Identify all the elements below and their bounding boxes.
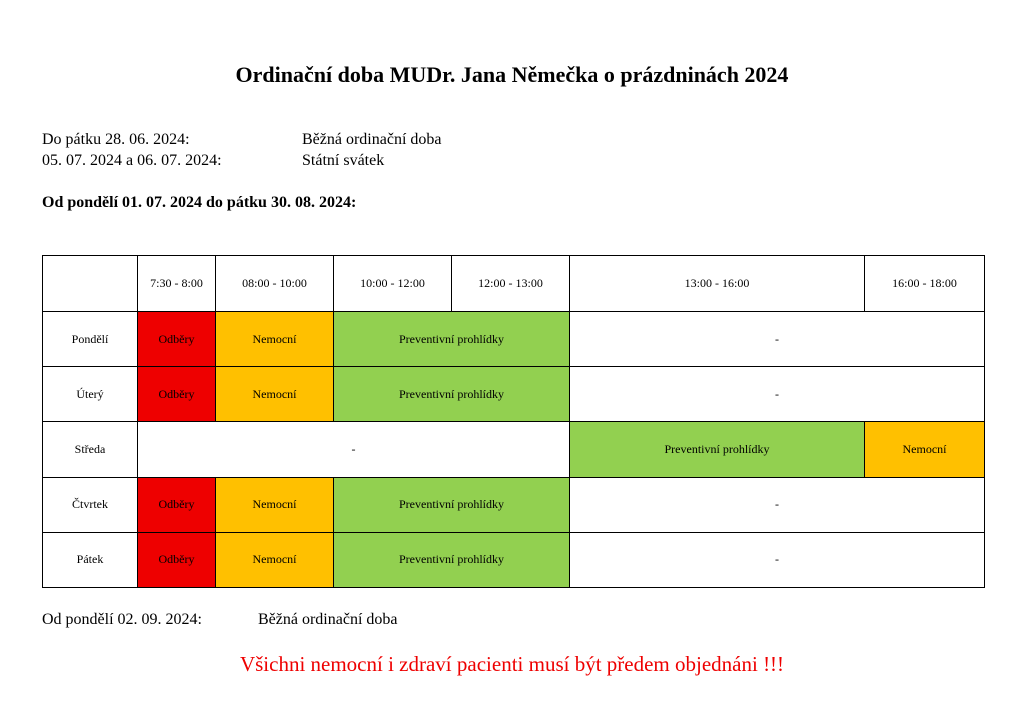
day-cell: Pátek xyxy=(43,532,138,587)
table-row xyxy=(43,477,985,532)
time-slot-header: 12:00 - 13:00 xyxy=(452,256,570,312)
slot-cell-nemocni: Nemocní xyxy=(216,532,334,587)
info-value: Běžná ordinační doba xyxy=(302,131,442,148)
time-slot-header: 08:00 - 10:00 xyxy=(216,256,334,312)
schedule-body xyxy=(43,312,985,588)
time-slot-header: 7:30 - 8:00 xyxy=(138,256,216,312)
time-slot-header: 13:00 - 16:00 xyxy=(570,256,865,312)
footer-label: Od pondělí 02. 09. 2024: xyxy=(42,611,202,628)
day-cell: Pondělí xyxy=(43,312,138,367)
slot-cell-preventivni: Preventivní prohlídky xyxy=(334,532,570,587)
slot-cell-nemocni: Nemocní xyxy=(216,477,334,532)
slot-cell-nemocni: Nemocní xyxy=(216,312,334,367)
info-label: 05. 07. 2024 a 06. 07. 2024: xyxy=(42,152,222,169)
slot-cell-odbery: Odběry xyxy=(138,312,216,367)
day-cell: Čtvrtek xyxy=(43,477,138,532)
day-cell: Středa xyxy=(43,422,138,477)
day-cell: Úterý xyxy=(43,367,138,422)
corner-cell xyxy=(43,256,138,312)
time-slot-header: 10:00 - 12:00 xyxy=(334,256,452,312)
slot-cell-odbery: Odběry xyxy=(138,367,216,422)
info-label: Do pátku 28. 06. 2024: xyxy=(42,131,190,148)
slot-cell-free: - xyxy=(138,422,570,477)
table-row xyxy=(43,532,985,587)
table-row xyxy=(43,422,985,477)
slot-cell-free: - xyxy=(570,532,985,587)
slot-cell-preventivni: Preventivní prohlídky xyxy=(570,422,865,477)
slot-cell-odbery: Odběry xyxy=(138,477,216,532)
footer-value: Běžná ordinační doba xyxy=(258,611,398,628)
slot-cell-nemocni: Nemocní xyxy=(865,422,985,477)
slot-cell-preventivni: Preventivní prohlídky xyxy=(334,477,570,532)
schedule-table xyxy=(42,255,985,588)
slot-cell-preventivni: Preventivní prohlídky xyxy=(334,312,570,367)
table-row xyxy=(43,367,985,422)
slot-cell-odbery: Odběry xyxy=(138,532,216,587)
slot-cell-preventivni: Preventivní prohlídky xyxy=(334,367,570,422)
page-title: Ordinační doba MUDr. Jana Němečka o prázdninách 2024 xyxy=(235,62,789,87)
table-row xyxy=(43,312,985,367)
slot-cell-free: - xyxy=(570,477,985,532)
footer-row xyxy=(42,611,398,629)
slot-cell-free: - xyxy=(570,367,985,422)
header-row xyxy=(43,256,985,312)
info-value: Státní svátek xyxy=(302,152,385,169)
warning-text: Všichni nemocní i zdraví pacienti musí být předem objednáni !!! xyxy=(239,652,785,676)
slot-cell-nemocni: Nemocní xyxy=(216,367,334,422)
time-slot-header: 16:00 - 18:00 xyxy=(865,256,985,312)
slot-cell-free: - xyxy=(570,312,985,367)
period-heading: Od pondělí 01. 07. 2024 do pátku 30. 08. 2024: xyxy=(42,194,357,211)
